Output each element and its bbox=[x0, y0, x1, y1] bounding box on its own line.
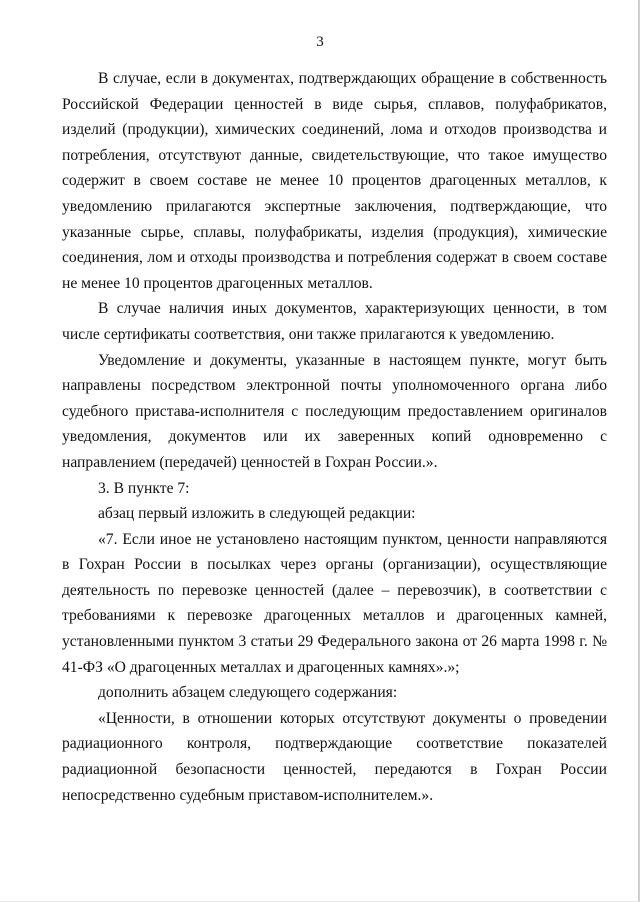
document-body bbox=[62, 66, 607, 808]
paragraph-email-submission: Уведомление и документы, указанные в настоящем пункте, могут быть направлены посредством электронной почты уполномоченного органа либо судебного пристава-исполнителя с последующим предоставлением оригиналов уведомления, документов или их заверенных копий одновременно с направлением (передачей) ценностей в Гохран России.». bbox=[62, 351, 607, 471]
paragraph-supplement-instruction: дополнить абзацем следующего содержания: bbox=[98, 684, 398, 702]
paragraph-point-7-text: «7. Если иное не установлено настоящим пунктом, ценности направляются в Гохран России в посылках через органы (организации), осуществляющие деятельность по перевозке ценностей (далее – перевозчик), в соответствии с требованиями к перевозке драгоценных металлов и драгоценных камней, установленными пунктом 3 статьи 29 Федерального закона от 26 марта 1998 г. № 41-ФЗ «О драгоценных металлах и драгоценных камнях».»; bbox=[62, 530, 607, 676]
paragraph-first-abzac-instruction: абзац первый изложить в следующей редакции: bbox=[98, 505, 416, 523]
page-number: 3 bbox=[316, 34, 324, 50]
paragraph-other-documents: В случае наличия иных документов, характеризующих ценности, в том числе сертификаты соответствия, они также прилагаются к уведомлению. bbox=[62, 300, 607, 343]
paragraph-item-3-heading: 3. В пункте 7: bbox=[98, 479, 190, 497]
paragraph-radiation-control: «Ценности, в отношении которых отсутствуют документы о проведении радиационного контроля, подтверждающие соответствие показателей радиационной безопасности ценностей, передаются в Гохран России непосредственно судебным приставом-исполнителем.». bbox=[62, 709, 607, 804]
paragraph-expert-conclusions: В случае, если в документах, подтверждающих обращение в собственность Российской Федерации ценностей в виде сырья, сплавов, полуфабрикатов, изделий (продукции), химических соединений, лома и отходов производства и потребления, отсутствуют данные, свидетельствующие, что такое имущество содержит в своем составе не менее 10 процентов драгоценных металлов, к уведомлению прилагаются экспертные заключения, подтверждающие, что указанные сырье, сплавы, полуфабрикаты, изделия (продукция), химические соединения, лом и отходы производства и потребления содержат в своем составе не менее 10 процентов драгоценных металлов. bbox=[62, 70, 607, 292]
